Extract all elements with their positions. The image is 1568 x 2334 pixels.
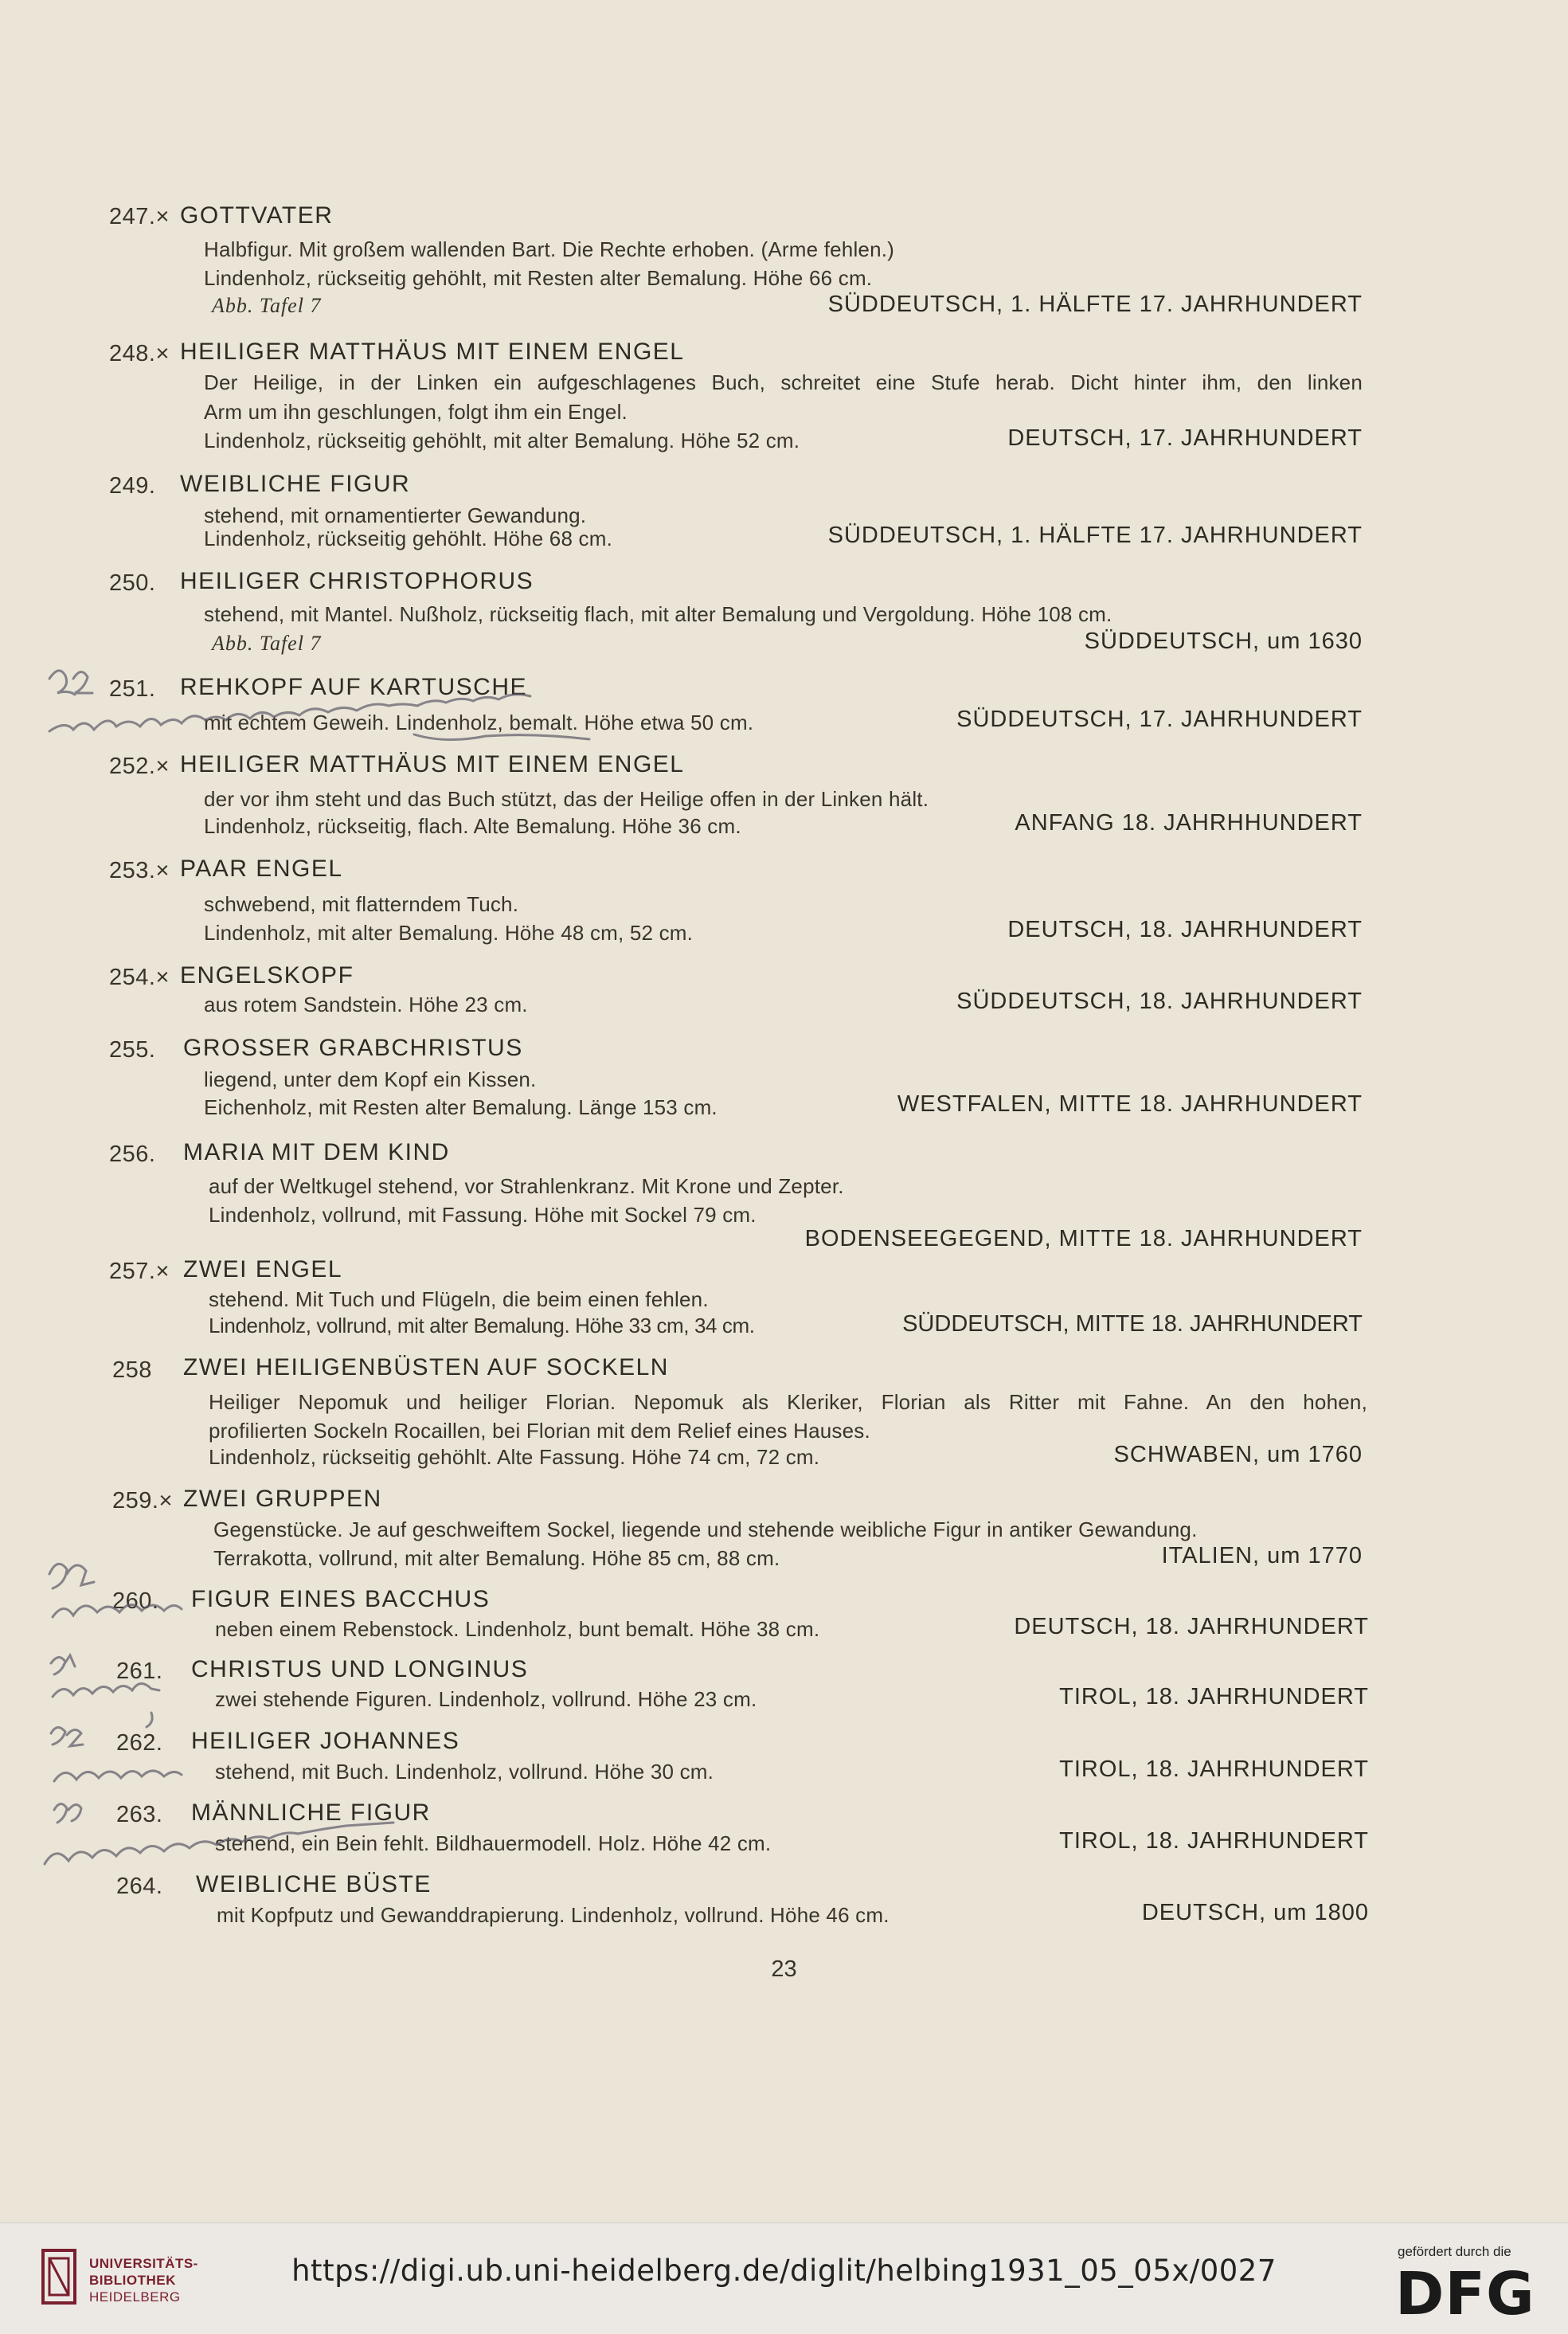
entry-origin: DEUTSCH, 17. JAHRHUNDERT <box>1007 425 1363 451</box>
entry-number: 264. <box>116 1874 163 1899</box>
entry-title: GOTTVATER <box>180 202 334 229</box>
entry-number: 252.× <box>109 754 170 779</box>
figure-reference: Abb. Tafel 7 <box>212 294 322 317</box>
entry-origin: DEUTSCH, um 1800 <box>1141 1900 1369 1925</box>
entry-title: HEILIGER JOHANNES <box>191 1728 460 1754</box>
entry-line: Lindenholz, vollrund, mit Fassung. Höhe mit Sockel 79 cm. <box>209 1203 757 1227</box>
entry-number: 263. <box>116 1802 163 1827</box>
digitization-footer <box>0 2222 1568 2334</box>
entry-title: ZWEI GRUPPEN <box>183 1486 382 1512</box>
library-name-line: HEIDELBERG <box>89 2289 181 2305</box>
entry-number: 258 <box>112 1357 152 1383</box>
entry-line: Lindenholz, mit alter Bemalung. Höhe 48 cm, 52 cm. <box>204 921 694 945</box>
entry-line: mit echtem Geweih. Lindenholz, bemalt. Höhe etwa 50 cm. <box>204 711 754 734</box>
entry-title: WEIBLICHE FIGUR <box>180 471 411 497</box>
entry-number: 259.× <box>112 1488 173 1514</box>
funder-caption: gefördert durch die <box>1398 2244 1511 2259</box>
page-number: 23 <box>771 1956 797 1982</box>
entry-origin: TIROL, 18. JAHRHUNDERT <box>1059 1828 1369 1854</box>
entry-line: Lindenholz, rückseitig gehöhlt. Höhe 68 cm. <box>204 527 613 550</box>
entry-number: 262. <box>116 1730 163 1756</box>
entry-line: Lindenholz, rückseitig gehöhlt, mit alter Bemalung. Höhe 52 cm. <box>204 429 800 452</box>
entry-origin: SÜDDEUTSCH, 17. JAHRHUNDERT <box>956 707 1363 732</box>
entry-title: ZWEI HEILIGENBÜSTEN AUF SOCKELN <box>183 1354 669 1380</box>
entry-line: Lindenholz, rückseitig gehöhlt, mit Resten alter Bemalung. Höhe 66 cm. <box>204 266 873 290</box>
entry-line: Gegenstücke. Je auf geschweiftem Sockel, liegende und stehende weibliche Figur in antiker Gewandung. <box>213 1517 1198 1541</box>
entry-line: Arm um ihn geschlungen, folgt ihm ein Engel. <box>204 400 628 424</box>
entry-origin: BODENSEEGEGEND, MITTE 18. JAHRHUNDERT <box>804 1226 1363 1251</box>
entry-line: Heiliger Nepomuk und heiliger Florian. Nepomuk als Kleriker, Florian als Ritter mit Fahne. An den hohen, <box>209 1390 1367 1414</box>
entry-number: 256. <box>109 1142 156 1167</box>
entry-title: CHRISTUS UND LONGINUS <box>191 1656 529 1682</box>
entry-title: ENGELSKOPF <box>180 962 354 989</box>
entry-title: PAAR ENGEL <box>180 856 343 882</box>
entry-line: profilierten Sockeln Rocaillen, bei Florian mit dem Relief eines Hauses. <box>209 1419 870 1443</box>
entry-origin: TIROL, 18. JAHRHUNDERT <box>1059 1684 1369 1709</box>
entry-origin: SÜDDEUTSCH, 1. HÄLFTE 17. JAHRHUNDERT <box>827 523 1363 548</box>
permalink-url[interactable]: https://digi.ub.uni-heidelberg.de/diglit/helbing1931_05_05x/0027 <box>291 2254 1277 2288</box>
library-name-line: UNIVERSITÄTS- <box>89 2256 198 2271</box>
entry-line: mit Kopfputz und Gewanddrapierung. Lindenholz, vollrund. Höhe 46 cm. <box>217 1903 890 1927</box>
dfg-logo: DFG <box>1395 2260 1535 2328</box>
entry-title: HEILIGER MATTHÄUS MIT EINEM ENGEL <box>180 339 685 365</box>
entry-origin: SÜDDEUTSCH, 18. JAHRHUNDERT <box>956 989 1363 1014</box>
entry-origin: ANFANG 18. JAHRHHUNDERT <box>1015 810 1363 836</box>
entry-line: Terrakotta, vollrund, mit alter Bemalung. Höhe 85 cm, 88 cm. <box>213 1546 780 1570</box>
entry-title: WEIBLICHE BÜSTE <box>196 1871 432 1897</box>
entry-line: Lindenholz, vollrund, mit alter Bemalung. Höhe 33 cm, 34 cm. <box>209 1314 755 1337</box>
entry-line: Eichenholz, mit Resten alter Bemalung. Länge 153 cm. <box>204 1095 718 1119</box>
entry-origin: SÜDDEUTSCH, 1. HÄLFTE 17. JAHRHUNDERT <box>827 292 1363 317</box>
entry-line: liegend, unter dem Kopf ein Kissen. <box>204 1067 537 1091</box>
entry-number: 257.× <box>109 1259 170 1284</box>
entry-line: stehend, mit ornamentierter Gewandung. <box>204 503 587 527</box>
entry-number: 254.× <box>109 965 170 990</box>
entry-line: schwebend, mit flatterndem Tuch. <box>204 892 519 916</box>
entry-title: ZWEI ENGEL <box>183 1256 343 1283</box>
entry-origin: SCHWABEN, um 1760 <box>1113 1442 1363 1467</box>
entry-line: stehend. Mit Tuch und Flügeln, die beim einen fehlen. <box>209 1287 709 1311</box>
entry-number: 253.× <box>109 858 170 883</box>
library-name-line: BIBLIOTHEK <box>89 2273 176 2288</box>
entry-line: stehend, ein Bein fehlt. Bildhauermodell. Holz. Höhe 42 cm. <box>215 1831 772 1855</box>
entry-origin: ITALIEN, um 1770 <box>1161 1543 1363 1568</box>
entry-line: Der Heilige, in der Linken ein aufgeschlagenes Buch, schreitet eine Stufe herab. Dicht hinter ihm, den linken <box>204 370 1363 394</box>
entry-line: stehend, mit Mantel. Nußholz, rückseitig flach, mit alter Bemalung und Vergoldung. Höhe 108 cm. <box>204 602 1112 626</box>
entry-origin: TIROL, 18. JAHRHUNDERT <box>1059 1756 1369 1782</box>
entry-line: zwei stehende Figuren. Lindenholz, vollrund. Höhe 23 cm. <box>215 1687 757 1711</box>
entry-title: REHKOPF AUF KARTUSCHE <box>180 674 528 700</box>
entry-line: stehend, mit Buch. Lindenholz, vollrund. Höhe 30 cm. <box>215 1760 714 1784</box>
entry-origin: DEUTSCH, 18. JAHRHUNDERT <box>1007 917 1363 942</box>
entry-number: 248.× <box>109 341 170 366</box>
entry-title: HEILIGER CHRISTOPHORUS <box>180 568 534 594</box>
entry-number: 250. <box>109 570 156 596</box>
entry-line: der vor ihm steht und das Buch stützt, das der Heilige offen in der Linken hält. <box>204 787 929 811</box>
entry-line: Lindenholz, rückseitig gehöhlt. Alte Fassung. Höhe 74 cm, 72 cm. <box>209 1445 820 1469</box>
entry-number: 260. <box>112 1588 159 1614</box>
entry-line: Halbfigur. Mit großem wallenden Bart. Die Rechte erhoben. (Arme fehlen.) <box>204 237 895 261</box>
entry-line: auf der Weltkugel stehend, vor Strahlenkranz. Mit Krone und Zepter. <box>209 1174 844 1198</box>
entry-title: FIGUR EINES BACCHUS <box>191 1586 491 1612</box>
entry-number: 255. <box>109 1037 156 1063</box>
entry-title: MÄNNLICHE FIGUR <box>191 1799 431 1826</box>
entry-number: 261. <box>116 1658 163 1684</box>
entry-origin: SÜDDEUTSCH, um 1630 <box>1084 629 1363 654</box>
entry-origin: WESTFALEN, MITTE 18. JAHRHUNDERT <box>897 1091 1363 1117</box>
entry-title: GROSSER GRABCHRISTUS <box>183 1035 523 1061</box>
entry-number: 251. <box>109 676 156 702</box>
entry-origin: SÜDDEUTSCH, MITTE 18. JAHRHUNDERT <box>902 1311 1363 1337</box>
entry-line: aus rotem Sandstein. Höhe 23 cm. <box>204 993 528 1016</box>
entry-title: MARIA MIT DEM KIND <box>183 1139 450 1165</box>
entry-line: Lindenholz, rückseitig, flach. Alte Bemalung. Höhe 36 cm. <box>204 814 741 838</box>
entry-line: neben einem Rebenstock. Lindenholz, bunt bemalt. Höhe 38 cm. <box>215 1617 820 1641</box>
entry-title: HEILIGER MATTHÄUS MIT EINEM ENGEL <box>180 751 685 777</box>
entry-number: 247.× <box>109 204 170 229</box>
entry-number: 249. <box>109 473 156 499</box>
figure-reference: Abb. Tafel 7 <box>212 632 322 655</box>
entry-origin: DEUTSCH, 18. JAHRHUNDERT <box>1014 1614 1369 1639</box>
